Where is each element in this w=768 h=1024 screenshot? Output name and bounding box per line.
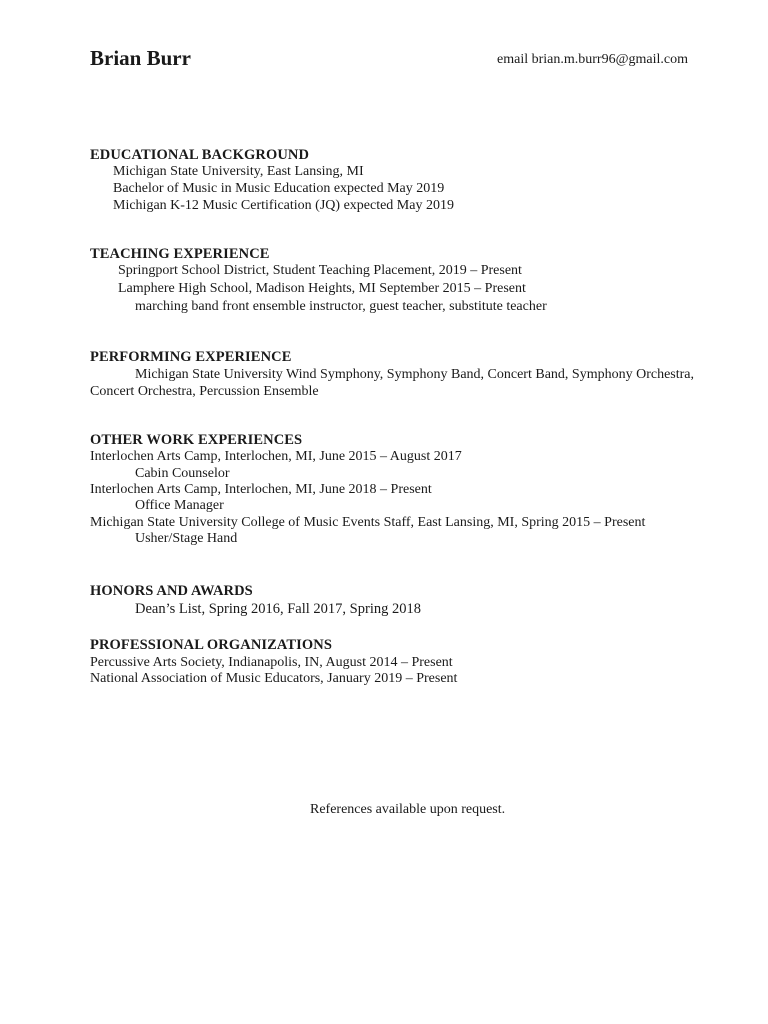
teaching-heading: TEACHING EXPERIENCE [90, 246, 270, 262]
organizations-line: Percussive Arts Society, Indianapolis, IN, August 2014 – Present [90, 655, 453, 670]
work-line: Interlochen Arts Camp, Interlochen, MI, June 2015 – August 2017 [90, 449, 462, 464]
organizations-heading: PROFESSIONAL ORGANIZATIONS [90, 637, 333, 653]
work-line: Michigan State University College of Music Events Staff, East Lansing, MI, Spring 2015 – Present [90, 515, 646, 530]
performing-line: Concert Orchestra, Percussion Ensemble [90, 384, 319, 399]
work-line: Cabin Counselor [135, 466, 230, 481]
teaching-line: Lamphere High School, Madison Heights, MI September 2015 – Present [118, 281, 526, 296]
teaching-line: Springport School District, Student Teaching Placement, 2019 – Present [118, 263, 522, 278]
performing-heading: PERFORMING EXPERIENCE [90, 349, 292, 365]
teaching-line: marching band front ensemble instructor, guest teacher, substitute teacher [135, 299, 547, 314]
candidate-name: Brian Burr [90, 46, 191, 70]
honors-heading: HONORS AND AWARDS [90, 583, 253, 599]
honors-line: Dean’s List, Spring 2016, Fall 2017, Spring 2018 [135, 601, 421, 617]
work-heading: OTHER WORK EXPERIENCES [90, 432, 303, 448]
education-line: Bachelor of Music in Music Education expected May 2019 [113, 181, 445, 196]
education-line: Michigan State University, East Lansing, MI [113, 164, 364, 179]
performing-line: Michigan State University Wind Symphony, Symphony Band, Concert Band, Symphony Orchestra, [135, 367, 694, 382]
work-line: Office Manager [135, 498, 224, 513]
work-line: Interlochen Arts Camp, Interlochen, MI, June 2018 – Present [90, 482, 432, 497]
work-line: Usher/Stage Hand [135, 531, 238, 546]
organizations-line: National Association of Music Educators, January 2019 – Present [90, 671, 458, 686]
references-note: References available upon request. [310, 802, 506, 817]
education-line: Michigan K-12 Music Certification (JQ) expected May 2019 [113, 198, 454, 213]
email-line: email brian.m.burr96@gmail.com [497, 52, 688, 67]
education-heading: EDUCATIONAL BACKGROUND [90, 147, 310, 163]
